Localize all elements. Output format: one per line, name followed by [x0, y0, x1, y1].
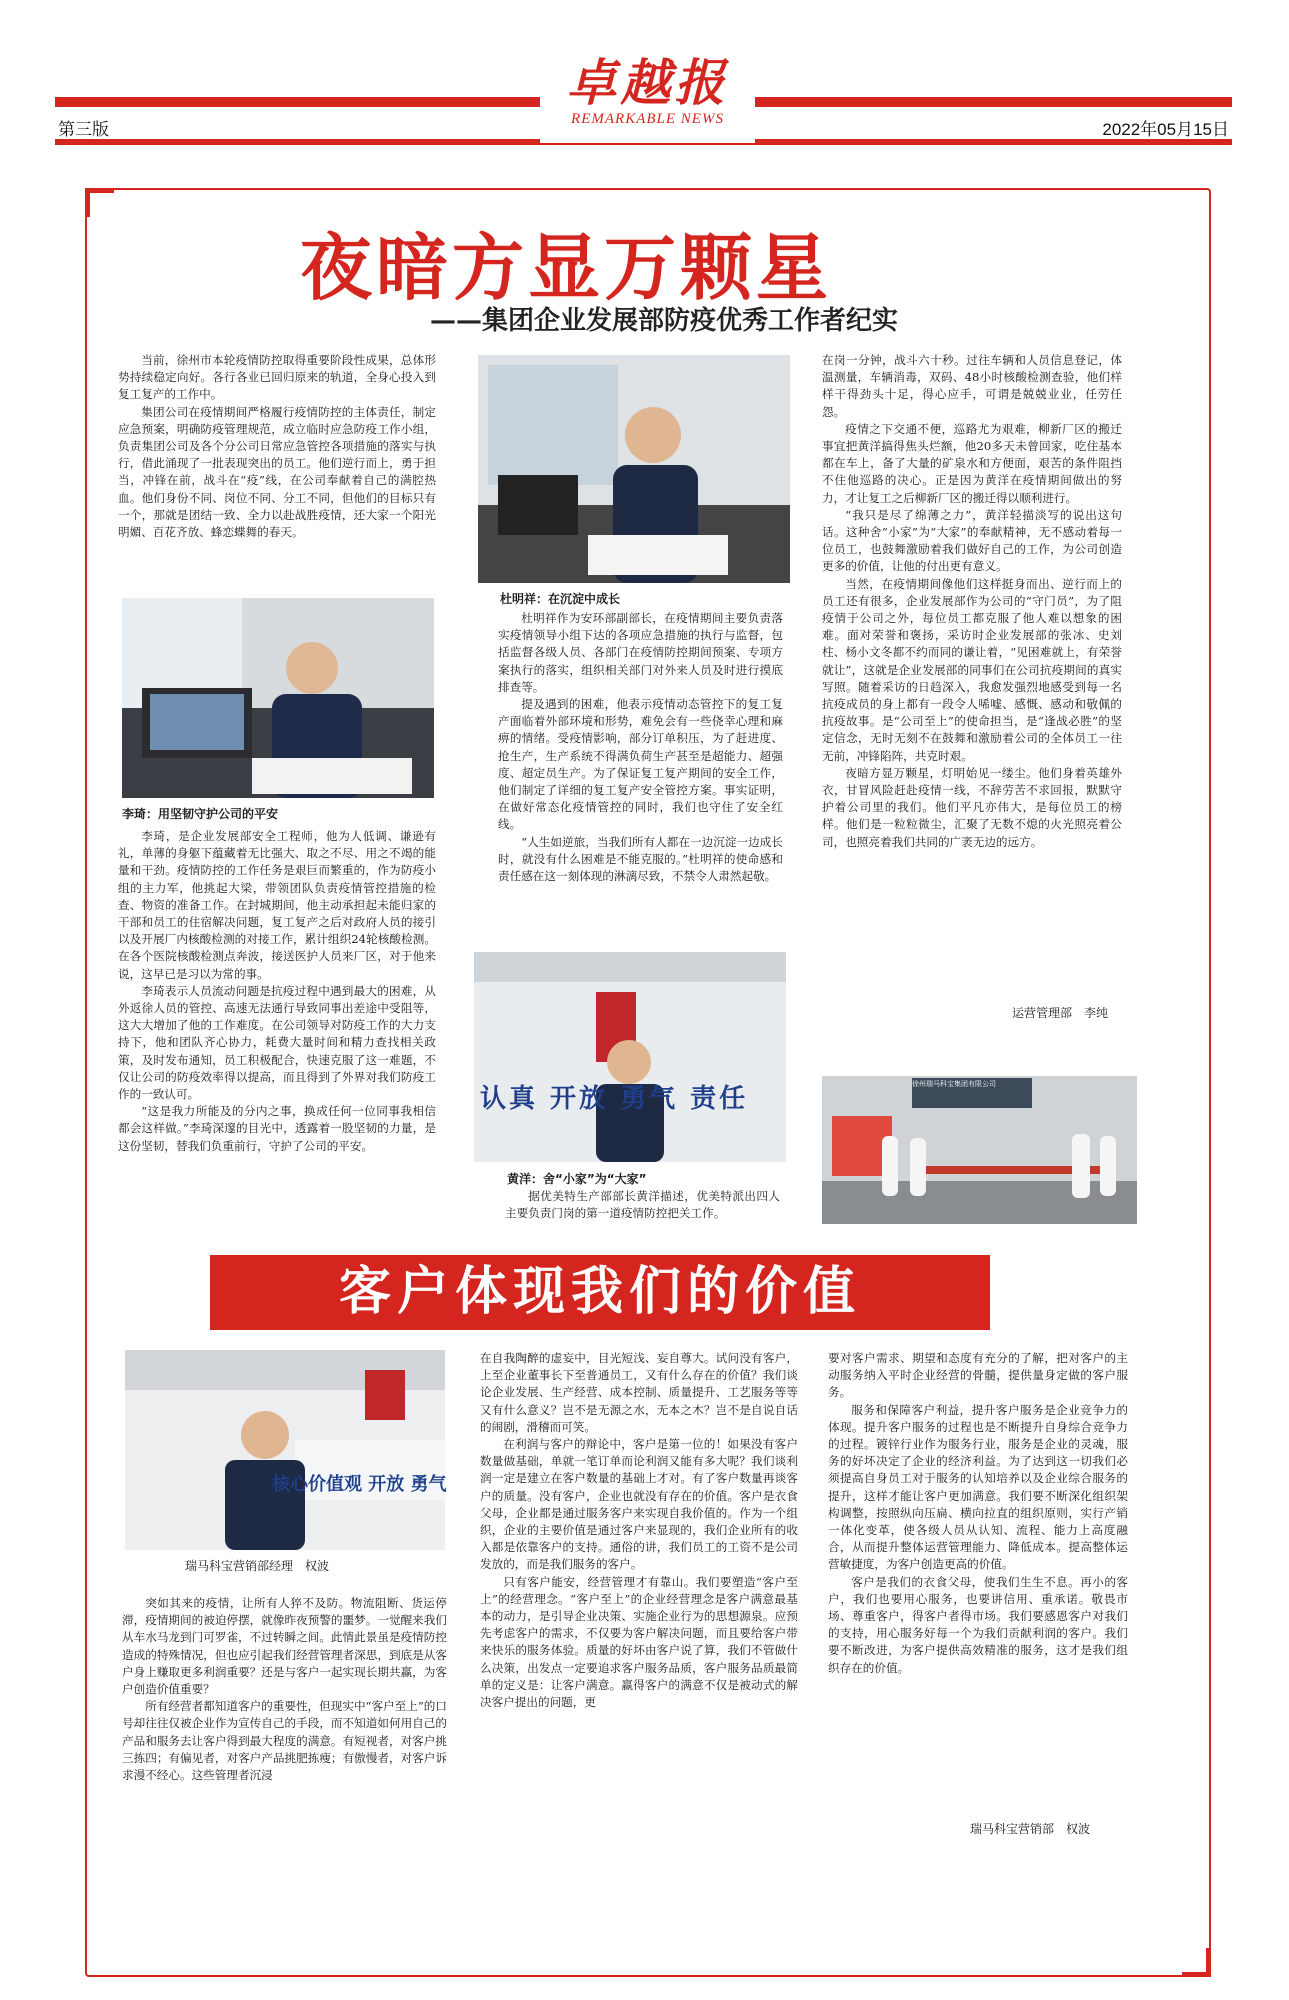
gate-sign-text: 徐州瑞马科宝集团有限公司: [912, 1080, 996, 1088]
photo-huang-yang: [474, 952, 786, 1162]
paragraph: 服务和保障客户利益，提升客户服务是企业竞争力的体现。提升客户服务的过程也是不断提升自身综合竞争力的过程。镀锌行业作为服务行业，服务是企业的灵魂，服务的好坏决定了企业的经济利益。为了达到这一切我们必须提高自身员工对于服务的认知培养以及企业综合服务的提升，这样才能让客户更加满意。我们要不断深化组织架构调整，按照纵向压扁、横向拉直的组织原则，实行产销一体化变革，使各级人员从认知、流程、能力上高度融合，从而提升整体运营管理能力、降低成本。提高整体运营敏捷度，为客户创造更高的价值。: [828, 1402, 1128, 1572]
photo-quan-bo: [125, 1350, 445, 1550]
article1-huang-text: [505, 1188, 780, 1222]
photo-du-mingxiang: [478, 355, 790, 583]
article2-title: 客户体现我们的价值: [210, 1255, 990, 1330]
paragraph: “人生如逆旅，当我们所有人都在一边沉淀一边成长时，就没有什么困难是不能克服的。”杜明祥的使命感和责任感在这一刻体现的淋漓尽致，不禁令人肃然起敬。: [498, 834, 783, 884]
paragraph: 据优美特生产部部长黄洋描述，优美特派出四人主要负责门岗的第一道疫情防控把关工作。: [505, 1189, 780, 1221]
paragraph: 集团公司在疫情期间严格履行疫情防控的主体责任，制定应急预案，明确防疫管理规范，成立临时应急防疫工作小组，负责集团公司及各个分公司日常应急管控各项措施的落实与执行，借此涌现了一批表现突出的员工。他们逆行而上，勇于担当，冲锋在前，战斗在“疫”线，在公司奉献着自己的满腔热血。他们身份不同、岗位不同、分工不同，但他们的目标只有一个，那就是团结一致、全力以赴战胜疫情，还大家一个阳光明媚、百花齐放、蜂恋蝶舞的春天。: [118, 404, 436, 540]
caption-du-mingxiang: 杜明祥：在沉淀中成长: [500, 592, 621, 606]
article1-du-text: [498, 610, 783, 885]
paragraph: 要对客户需求、期望和态度有充分的了解，把对客户的主动服务纳入平时企业经营的骨髓，提供量身定做的客户服务。: [828, 1351, 1128, 1400]
issue-date: 2022年05月15日: [1102, 120, 1229, 139]
paragraph: 只有客户能安，经营管理才有靠山。我们要塑造“客户至上”的经营理念。“客户至上”的企业经营理念是客户满意最基本的动力，是引导企业决策、实施企业行为的思想源泉。应预先考虑客户的需求，不仅要为客户解决问题，而且要给客户带来快乐的服务体验。质量的好坏由客户说了算，我们不管做什么决策，出发点一定要追求客户服务品质，客户服务品质最简单的定义是：让客户满意。赢得客户的满意不仅是被动式的解决客户提出的问题，更: [480, 1574, 798, 1710]
article1-intro: [118, 352, 436, 541]
caption-huang-yang: 黄洋：舍“小家”为“大家”: [507, 1172, 647, 1186]
article1-title: 夜暗方显万颗星: [300, 226, 833, 310]
paragraph: 客户是我们的衣食父母，使我们生生不息。再小的客户，我们也要用心服务，也要讲信用、重承诺。敬畏市场、尊重客户，得客户者得市场。我们要感恩客户对我们的支持，用心服务好每一个为我们贡献利润的客户。我们要不断改进，为客户提供高效精准的服务，这才是我们组织存在的价值。: [828, 1574, 1128, 1675]
paragraph: 在岗一分钟，战斗六十秒。过往车辆和人员信息登记，体温测量，车辆消毒，双码、48小时核酸检测查验，他们样样干得劲头十足，得心应手，可谓是兢兢业业，任劳任怨。: [822, 353, 1122, 419]
logo-english: REMARKABLE NEWS: [571, 111, 724, 127]
paragraph: 在利润与客户的辩论中，客户是第一位的！如果没有客户数量做基础，单就一笔订单而论利润又能有多大呢？我们谈利润一定是建立在客户数量的基础上才对。有了客户数量再谈客户的质量。没有客户，企业也就没有存在的价值。客户是衣食父母，企业都是通过服务客户来实现自我价值的。作为一个组织，企业的主要价值是通过客户来显现的，我们企业所有的收入都是依靠客户的支持。通俗的讲，我们员工的工资不是公司发放的，而是我们服务的客户。: [480, 1437, 798, 1572]
paragraph: “这是我力所能及的分内之事，换成任何一位同事我相信都会这样做。”李琦深邃的目光中，透露着一股坚韧的力量，是这份坚韧，替我们负重前行，守护了公司的平安。: [118, 1104, 436, 1153]
paragraph: “我只是尽了绵薄之力”，黄洋轻描淡写的说出这句话。这种舍“小家”为“大家”的奉献精神，无不感动着每一位员工，也鼓舞激励着我们做好自己的工作，为公司创造更多的价值，让他的付出更有意义。: [822, 507, 1122, 574]
article2-col2-text: [480, 1350, 798, 1711]
paragraph: 夜暗方显万颗星，灯明始见一缕尘。他们身着英雄外衣，甘冒风险赶赴疫情一线，不辞劳苦不求回报，默默守护着公司里的我们。他们平凡亦伟大，是每位员工的榜样。他们是一粒粒微尘，汇聚了无数不熄的火光照亮着公司，也照亮着我们共同的广袤无边的远方。: [822, 765, 1122, 849]
caption-quan-bo: 瑞马科宝营销部经理 权波: [185, 1559, 330, 1573]
paragraph: 所有经营者都知道客户的重要性，但现实中“客户至上”的口号却往往仅被企业作为宣传自己的手段，而不知道如何用自己的产品和服务去让客户得到最大程度的满意。有短视者，对客户挑三拣四；有偏见者，对客户产品挑肥拣瘦；有傲慢者，对客户诉求漫不经心。这些管理者沉浸: [122, 1699, 447, 1783]
article1-liqi-text: [118, 828, 436, 1155]
article2-byline: 瑞马科宝营销部 权波: [970, 1822, 1091, 1836]
paragraph: 杜明祥作为安环部副部长，在疫情期间主要负责落实疫情领导小组下达的各项应急措施的执行与监督，包括监督各级人员、各部门在疫情防控期间预案、专项方案执行的落实，组织相关部门对外来人员及时进行摸底排查等。: [498, 611, 783, 694]
paragraph: 当前，徐州市本轮疫情防控取得重要阶段性成果，总体形势持续稳定向好。各行各业已回归原来的轨道，全身心投入到复工复产的工作中。: [118, 353, 436, 402]
photo-gate-checkpoint: [822, 1076, 1137, 1224]
paragraph: 李琦，是企业发展部安全工程师，他为人低调、谦逊有礼，单薄的身躯下蕴藏着无比强大、取之不尽、用之不竭的能量和干劲。疫情防控的工作任务是艰巨而繁重的，作为防疫小组的主力军，他挑起大梁，带领团队负责疫情管控措施的检查、物资的准备工作。在封城期间，他主动承担起未能归家的干部和员工的住宿解决问题，复工复产之后对政府人员的接引以及开展厂内核酸检测的对接工作，累计组织24轮核酸检测。在各个医院核酸检测点奔波，接送医护人员来厂区，对于他来说，这早已是习以为常的事。: [118, 829, 436, 981]
article1-byline: 运营管理部 李纯: [1012, 1006, 1109, 1020]
edition-label: 第三版: [58, 120, 109, 139]
paragraph: 李琦表示人员流动问题是抗疫过程中遇到最大的困难，从外返徐人员的管控、高速无法通行导致同事出差途中受阻等，这大大增加了他的工作难度。在公司领导对防疫工作的大力支持下，他和团队齐心协力，耗费大量时间和精力查找相关政策，及时发布通知，员工积极配合，快速克服了这一难题，不仅让公司的防疫效率得以提高，而且得到了外界对我们防疫工作的一致认可。: [118, 983, 436, 1102]
photo-wall-slogan: 核心价值观 开放 勇气: [272, 1474, 447, 1495]
photo-liqi: [122, 598, 434, 798]
logo-chinese: 卓越报: [566, 53, 729, 112]
caption-liqi: 李琦：用坚韧守护公司的平安: [122, 807, 279, 821]
article2-col1-text: [122, 1595, 447, 1784]
article2-col3-text: [828, 1350, 1128, 1677]
article1-col3-text: [822, 352, 1122, 851]
paragraph: 提及遇到的困难，他表示疫情动态管控下的复工复产面临着外部环境和形势，难免会有一些侥幸心理和麻痹的情绪。受疫情影响，部分订单积压，为了赶进度、抢生产，生产系统不得满负荷生产甚至是超能力、超强度、超定员生产。为了保证复工复产期间的安全工作，他们制定了详细的复工复产安全管控方案。事实证明，在做好常态化疫情管控的同时，我们也守住了安全红线。: [498, 697, 783, 832]
paragraph: 突如其来的疫情，让所有人猝不及防。物流阻断、货运停滞，疫情期间的被迫停摆，就像昨夜预警的噩梦。一觉醒来我们从车水马龙到门可罗雀，不过转瞬之间。此情此景虽是疫情防控造成的特殊情况，但也应引起我们经营管理者深思，到底是从客户身上赚取更多利润重要？还是与客户一起实现长期共赢，为客户创造价值重要？: [122, 1596, 447, 1697]
paragraph: 在自我陶醉的虚妄中，目光短浅、妄自尊大。试问没有客户，上至企业董事长下至普通员工，又有什么存在的价值？我们谈论企业发展、生产经营、成本控制、质量提升、工艺服务等等又有什么意义？岂不是无源之水，无本之木？岂不是自说自话的闹剧，滑稽而可笑。: [480, 1351, 798, 1434]
paragraph: 疫情之下交通不便，巡路尤为艰难，柳新厂区的搬迁事宜把黄洋搞得焦头烂额，他20多天未曾回家，吃住基本都在车上，备了大量的矿泉水和方便面，艰苦的条件阻挡不住他巡路的决心。正是因为黄洋在疫情期间做出的努力，才让复工之后柳新厂区的搬迁得以顺利进行。: [822, 421, 1122, 505]
photo-wall-slogan: 认真 开放 勇气 责任: [480, 1084, 749, 1114]
masthead-logo: [540, 55, 755, 143]
paragraph: 当然，在疫情期间像他们这样挺身而出、逆行而上的员工还有很多，企业发展部作为公司的“守门员”，为了阻疫情于公司之外，每位员工都克服了他人难以想象的困难。面对荣誉和褒扬，采访时企业发展部的张冰、史刘柱、杨小文冬都不约而同的谦让着，“见困难就上，有荣誉就让”，这就是企业发展部的同事们在公司抗疫期间的真实写照。随着采访的日趋深入，我愈发强烈地感受到每一名抗疫成员的身上都有一段令人唏嘘、感慨、感动和敬佩的抗疫故事。是“公司至上”的使命担当，是“逢战必胜”的坚定信念，无时无刻不在鼓舞和激励着公司的全体员工一往无前，冲锋陷阵，共克时艰。: [822, 576, 1122, 763]
article1-subtitle: ——集团企业发展部防疫优秀工作者纪实: [430, 306, 899, 336]
